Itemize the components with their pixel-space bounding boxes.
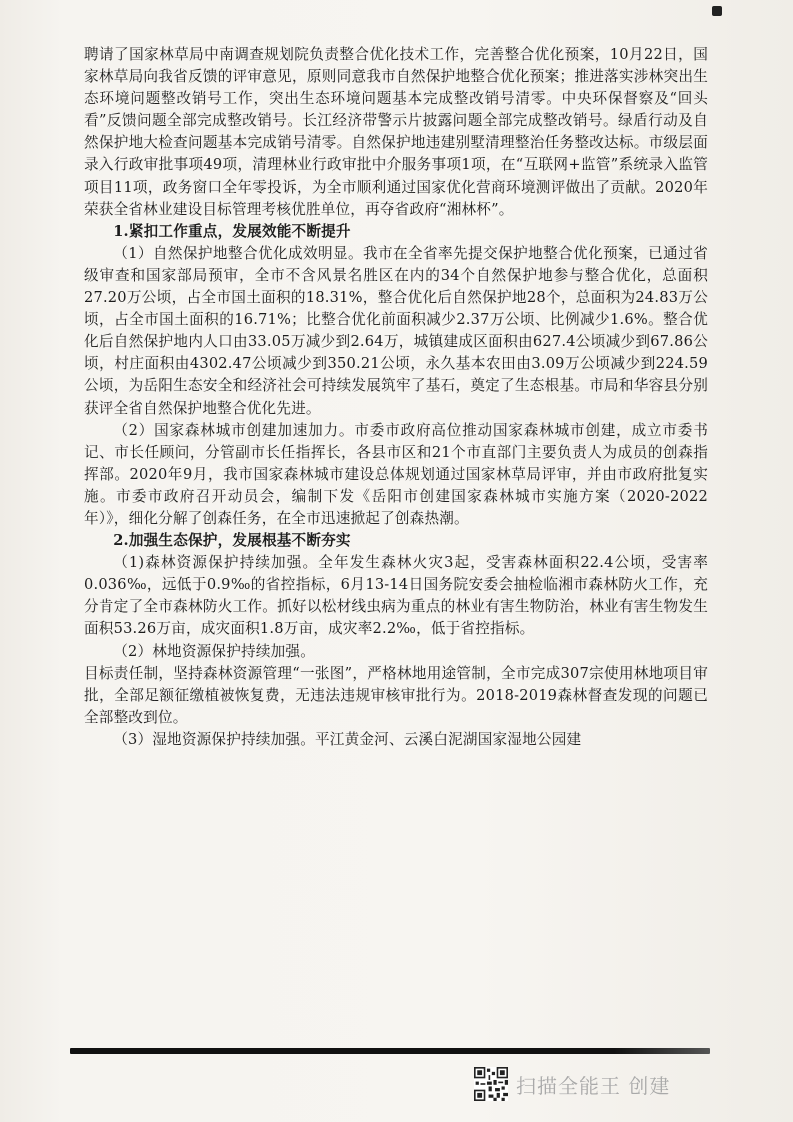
document-body xyxy=(84,44,708,751)
qr-code-icon xyxy=(474,1067,508,1101)
section-heading: 2.加强生态保护，发展根基不断夯实 xyxy=(113,532,351,550)
page-bottom-edge xyxy=(70,1048,710,1054)
scan-corner-mark xyxy=(712,6,722,16)
watermark-text: 扫描全能王 创建 xyxy=(516,1073,671,1098)
scanner-watermark xyxy=(474,1066,670,1102)
section-heading: 1.紧扣工作重点，发展效能不断提升 xyxy=(113,222,351,240)
paragraph: 聘请了国家林草局中南调查规划院负责整合优化技术工作，完善整合优化预案，10月22日，国家林草局向我省反馈的评审意见，原则同意我市自然保护地整合优化预案；推进落实涉林突出生态环境问题整改销号工作，突出生态环境问题基本完成整改销号清零。中央环保督察及“回头看”反馈问题全部完成整改销号。长江经济带警示片披露问题全部完成整改销号。绿盾行动及自然保护地大检查问题基本完成销号清零。自然保护地违建别墅清理整治任务整改达标。市级层面录入行政审批事项49项，清理林业行政审批中介服务事项1项，在“互联网+监管”系统录入监管项目11项，政务窗口全年零投诉，为全市顺利通过国家优化营商环境测评做出了贡献。2020年荣获全省林业建设目标管理考核优胜单位，再夺省政府“湘林杯”。 xyxy=(84,46,708,218)
paragraph: （1)森林资源保护持续加强。全年发生森林火灾3起，受害森林面积22.4公顷，受害率0.036‰，远低于0.9‰的省控指标，6月13-14日国务院安委会抽检临湘市森林防火工作，充分肯定了全市森林防火工作。抓好以松材线虫病为重点的林业有害生物防治，林业有害生物发生面积53.26万亩，成灾面积1.8万亩，成灾率2.2‰，低于省控指标。 xyxy=(84,554,708,638)
paragraph: （2）国家森林城市创建加速加力。市委市政府高位推动国家森林城市创建，成立市委书记、市长任顾问，分管副市长任指挥长，各县市区和21个市直部门主要负责人为成员的创森指挥部。2020年9月，我市国家森林城市建设总体规划通过国家林草局评审，并由市政府批复实施。市委市政府召开动员会，编制下发《岳阳市创建国家森林城市实施方案（2020-2022年）》，细化分解了创森任务，在全市迅速掀起了创森热潮。 xyxy=(84,421,708,527)
paragraph: （3）湿地资源保护持续加强。平江黄金河、云溪白泥湖国家湿地公园建 xyxy=(113,730,582,748)
paragraph: 目标责任制，坚持森林资源管理“一张图”，严格林地用途管制，全市完成307宗使用林地项目审批，全部足额征缴植被恢复费，无违法违规审核审批行为。2018-2019森林督查发现的问题已全部整改到位。 xyxy=(84,664,708,726)
paragraph: （2）林地资源保护持续加强。 xyxy=(113,642,315,660)
paragraph: （1）自然保护地整合优化成效明显。我市在全省率先提交保护地整合优化预案，已通过省级审查和国家部局预审，全市不含风景名胜区在内的34个自然保护地参与整合优化，总面积27.20万公顷，占全市国土面积的18.31%，整合优化后自然保护地28个，总面积为24.83万公顷，占全市国土面积的16.71%；比整合优化前面积减少2.37万公顷、比例减少1.6%。整合优化后自然保护地内人口由33.05万减少到2.64万，城镇建成区面积由627.4公顷减少到67.86公顷，村庄面积由4302.47公顷减少到350.21公顷，永久基本农田由3.09万公顷减少到224.59公顷，为岳阳生态安全和经济社会可持续发展筑牢了基石，奠定了生态根基。市局和华容县分别获评全省自然保护地整合优化先进。 xyxy=(84,244,708,417)
